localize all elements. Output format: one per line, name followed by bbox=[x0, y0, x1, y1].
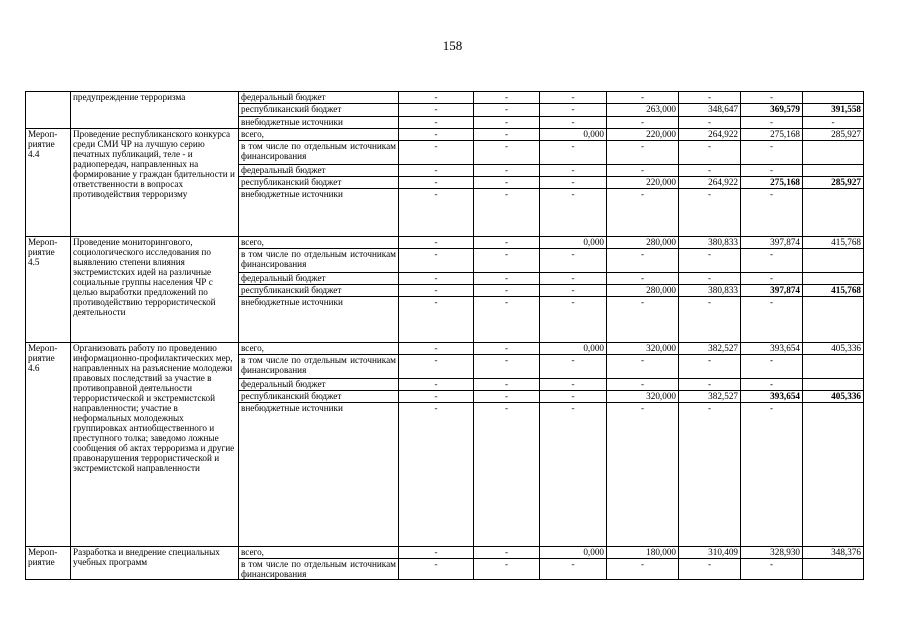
table-cell: - bbox=[679, 355, 741, 379]
table-row bbox=[26, 129, 905, 141]
table-cell: - bbox=[741, 249, 803, 273]
table-cell: - bbox=[474, 189, 540, 237]
source-label: внебюджетные источники bbox=[239, 403, 399, 547]
table-cell: - bbox=[679, 403, 741, 547]
table-cell bbox=[803, 189, 864, 237]
table-cell: 285,927 bbox=[803, 129, 864, 141]
table-cell: - bbox=[679, 297, 741, 343]
table-cell: 391,558 bbox=[803, 104, 864, 117]
table-cell: - bbox=[540, 117, 607, 129]
table-cell: - bbox=[679, 117, 741, 129]
table-cell: - bbox=[399, 237, 474, 249]
table-cell: 369,579 bbox=[741, 104, 803, 117]
source-label: федеральный бюджет bbox=[239, 165, 399, 177]
table-cell bbox=[803, 92, 864, 104]
table-cell: 397,874 bbox=[741, 237, 803, 249]
table-cell: - bbox=[540, 104, 607, 117]
table-cell: - bbox=[540, 355, 607, 379]
table-cell: - bbox=[474, 129, 540, 141]
table-cell: - bbox=[540, 92, 607, 104]
table-cell: - bbox=[607, 189, 679, 237]
measure-description: предупреждение терроризма bbox=[71, 92, 239, 129]
table-cell bbox=[803, 559, 864, 580]
table-cell: 320,000 bbox=[607, 343, 679, 355]
table-cell: 0,000 bbox=[540, 547, 607, 559]
table-cell: 264,922 bbox=[679, 129, 741, 141]
table-cell bbox=[803, 403, 864, 547]
table-cell: - bbox=[474, 403, 540, 547]
table-cell: - bbox=[679, 189, 741, 237]
table-cell: 0,000 bbox=[540, 129, 607, 141]
source-label: всего, bbox=[239, 547, 399, 559]
table-cell bbox=[803, 355, 864, 379]
table-cell: - bbox=[474, 297, 540, 343]
table-cell: - bbox=[607, 559, 679, 580]
table-row bbox=[26, 343, 905, 355]
table-cell: - bbox=[679, 165, 741, 177]
table-cell: 220,000 bbox=[607, 129, 679, 141]
measure-label: Мероприятие 4.6 bbox=[26, 343, 71, 547]
table-cell: 380,833 bbox=[679, 285, 741, 297]
table-cell: - bbox=[607, 403, 679, 547]
source-label: внебюджетные источники bbox=[239, 189, 399, 237]
table-cell: - bbox=[607, 273, 679, 285]
table-cell: - bbox=[741, 559, 803, 580]
table-cell: - bbox=[607, 355, 679, 379]
table-cell: - bbox=[540, 379, 607, 391]
table-cell: - bbox=[607, 297, 679, 343]
table-cell: - bbox=[399, 379, 474, 391]
source-label: в том числе по отдельным источникам финансирования bbox=[239, 141, 399, 165]
table-cell: 320,000 bbox=[607, 391, 679, 403]
table-cell: - bbox=[679, 141, 741, 165]
table-cell: - bbox=[474, 141, 540, 165]
measure-description: Разработка и внедрение специальных учебных программ bbox=[71, 547, 239, 580]
table-cell: - bbox=[474, 177, 540, 189]
table-cell: - bbox=[399, 189, 474, 237]
table-cell: - bbox=[399, 391, 474, 403]
table-row bbox=[26, 547, 905, 559]
source-label: федеральный бюджет bbox=[239, 273, 399, 285]
table-cell: - bbox=[607, 141, 679, 165]
table-cell: 264,922 bbox=[679, 177, 741, 189]
table-cell: - bbox=[607, 92, 679, 104]
table-cell: - bbox=[399, 273, 474, 285]
table-cell: - bbox=[741, 92, 803, 104]
table-cell: - bbox=[399, 547, 474, 559]
table-cell: - bbox=[399, 141, 474, 165]
table-cell bbox=[803, 297, 864, 343]
table-cell: - bbox=[741, 117, 803, 129]
table-cell: - bbox=[741, 355, 803, 379]
table-cell: - bbox=[399, 355, 474, 379]
measure-label: Мероприятие bbox=[26, 547, 71, 580]
table-cell: 280,000 bbox=[607, 285, 679, 297]
table-cell: - bbox=[474, 104, 540, 117]
source-label: внебюджетные источники bbox=[239, 297, 399, 343]
table-cell: - bbox=[474, 237, 540, 249]
measure-description: Организовать работу по проведению информационно-профилактических мер, направленных на разъяснение молодежи правовых последствий за участие в противоправной деятельности террористической и экстремистской направленности; участие в неформальных молодежных группировках антиобщественного и преступного толка; заведомо ложные сообщения об актах терроризма и другие правонарушения террористической и экстремистской направленности bbox=[71, 343, 239, 547]
table-cell: - bbox=[741, 297, 803, 343]
source-label: федеральный бюджет bbox=[239, 92, 399, 104]
table-cell: - bbox=[540, 297, 607, 343]
table-cell: - bbox=[474, 391, 540, 403]
table-cell: - bbox=[540, 189, 607, 237]
table-cell: - bbox=[399, 249, 474, 273]
table-cell: 0,000 bbox=[540, 237, 607, 249]
table-cell: - bbox=[540, 273, 607, 285]
table-cell: - bbox=[399, 165, 474, 177]
source-label: республиканский бюджет bbox=[239, 285, 399, 297]
table-cell: - bbox=[540, 391, 607, 403]
table-cell: - bbox=[399, 104, 474, 117]
table-cell: 280,000 bbox=[607, 237, 679, 249]
table-cell: 285,927 bbox=[803, 177, 864, 189]
source-label: всего, bbox=[239, 129, 399, 141]
table-cell: - bbox=[803, 117, 864, 129]
measure-description: Проведение республиканского конкурса среди СМИ ЧР на лучшую серию печатных публикаций, теле - и радиопередач, направленных на формирование у граждан бдительности и ответственности в вопросах противодействия терроризму bbox=[71, 129, 239, 237]
table-cell bbox=[803, 379, 864, 391]
table-cell: - bbox=[474, 379, 540, 391]
table-cell: 0,000 bbox=[540, 343, 607, 355]
table-cell: - bbox=[399, 403, 474, 547]
table-cell: - bbox=[679, 92, 741, 104]
table-cell: - bbox=[474, 559, 540, 580]
table-cell: - bbox=[474, 117, 540, 129]
source-label: всего, bbox=[239, 237, 399, 249]
table-cell: 382,527 bbox=[679, 391, 741, 403]
table-cell: 310,409 bbox=[679, 547, 741, 559]
table-cell: - bbox=[540, 165, 607, 177]
table-cell: - bbox=[540, 141, 607, 165]
table-cell: - bbox=[399, 297, 474, 343]
table-cell: 405,336 bbox=[803, 343, 864, 355]
table-cell: - bbox=[679, 379, 741, 391]
source-label: внебюджетные источники bbox=[239, 117, 399, 129]
table-cell: - bbox=[679, 559, 741, 580]
table-cell: 415,768 bbox=[803, 285, 864, 297]
table-cell bbox=[803, 165, 864, 177]
table-cell bbox=[803, 273, 864, 285]
table-cell: - bbox=[679, 249, 741, 273]
table-cell: - bbox=[474, 273, 540, 285]
source-label: федеральный бюджет bbox=[239, 379, 399, 391]
table-cell: 328,930 bbox=[741, 547, 803, 559]
table-cell: - bbox=[741, 165, 803, 177]
table-cell: - bbox=[607, 249, 679, 273]
table-cell: 397,874 bbox=[741, 285, 803, 297]
table-cell: - bbox=[474, 92, 540, 104]
table-cell: - bbox=[741, 379, 803, 391]
table-cell: 393,654 bbox=[741, 343, 803, 355]
source-label: республиканский бюджет bbox=[239, 391, 399, 403]
source-label: республиканский бюджет bbox=[239, 104, 399, 117]
budget-table bbox=[25, 91, 905, 580]
table-cell: - bbox=[399, 285, 474, 297]
table-cell: 275,168 bbox=[741, 177, 803, 189]
table-cell: - bbox=[399, 129, 474, 141]
measure-description: Проведение мониторингового, социологического исследования по выявлению степени влияния экстремистских идей на различные социальные группы населения ЧР с целью выработки предложений по противодействию террористической деятельности bbox=[71, 237, 239, 343]
table-cell: - bbox=[741, 141, 803, 165]
table-cell: 348,647 bbox=[679, 104, 741, 117]
table-cell: 348,376 bbox=[803, 547, 864, 559]
table-cell: - bbox=[540, 403, 607, 547]
table-cell: - bbox=[540, 177, 607, 189]
table-cell: - bbox=[399, 92, 474, 104]
table-cell: - bbox=[540, 285, 607, 297]
table-cell: - bbox=[399, 177, 474, 189]
table-cell: - bbox=[607, 165, 679, 177]
measure-label: Мероприятие 4.4 bbox=[26, 129, 71, 237]
table-cell: - bbox=[741, 403, 803, 547]
table-cell: - bbox=[607, 379, 679, 391]
table-cell: - bbox=[399, 559, 474, 580]
measure-label-cell bbox=[26, 92, 71, 129]
table-row bbox=[26, 92, 905, 104]
table-cell: 275,168 bbox=[741, 129, 803, 141]
table-cell bbox=[803, 141, 864, 165]
table-cell: 180,000 bbox=[607, 547, 679, 559]
table-cell: 393,654 bbox=[741, 391, 803, 403]
table-cell: - bbox=[540, 249, 607, 273]
table-cell: - bbox=[474, 547, 540, 559]
table-cell: - bbox=[399, 343, 474, 355]
table-cell: - bbox=[679, 273, 741, 285]
table-cell: 220,000 bbox=[607, 177, 679, 189]
table-cell: 380,833 bbox=[679, 237, 741, 249]
source-label: в том числе по отдельным источникам финансирования bbox=[239, 355, 399, 379]
table-cell: - bbox=[474, 355, 540, 379]
source-label: республиканский бюджет bbox=[239, 177, 399, 189]
page-number: 158 bbox=[442, 38, 463, 53]
table-cell: - bbox=[399, 117, 474, 129]
table-cell: - bbox=[474, 165, 540, 177]
source-label: всего, bbox=[239, 343, 399, 355]
table-cell: - bbox=[540, 559, 607, 580]
measure-label: Мероприятие 4.5 bbox=[26, 237, 71, 343]
table-cell: - bbox=[741, 189, 803, 237]
table-cell: 263,000 bbox=[607, 104, 679, 117]
table-cell bbox=[803, 249, 864, 273]
source-label: в том числе по отдельным источникам финансирования bbox=[239, 559, 399, 580]
table-cell: - bbox=[607, 117, 679, 129]
table-cell: - bbox=[474, 249, 540, 273]
table-cell: 382,527 bbox=[679, 343, 741, 355]
source-label: в том числе по отдельным источникам финансирования bbox=[239, 249, 399, 273]
table-cell: - bbox=[474, 343, 540, 355]
table-cell: 415,768 bbox=[803, 237, 864, 249]
table-row bbox=[26, 237, 905, 249]
table-cell: - bbox=[474, 285, 540, 297]
table-cell: - bbox=[741, 273, 803, 285]
table-cell: 405,336 bbox=[803, 391, 864, 403]
